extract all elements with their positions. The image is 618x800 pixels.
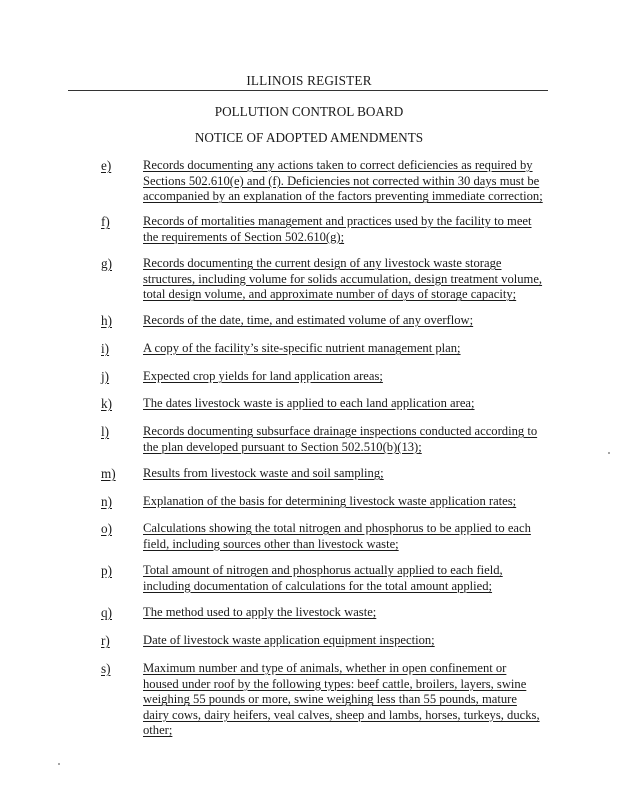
- item-label: j): [101, 369, 110, 384]
- item-text: Expected crop yields for land application areas;: [143, 369, 383, 383]
- scan-artifact: [608, 452, 610, 454]
- board-title: POLLUTION CONTROL BOARD: [214, 104, 404, 119]
- item-text: Total amount of nitrogen and phosphorus actually applied to each field, including documentation of calculations for the total amount applied;: [143, 563, 503, 593]
- item-text: Records of the date, time, and estimated volume of any overflow;: [143, 313, 474, 327]
- item-label: p): [101, 563, 112, 578]
- item-label: h): [101, 313, 112, 328]
- header-divider: [68, 90, 548, 91]
- item-label: e): [101, 158, 112, 173]
- item-label: l): [101, 424, 110, 439]
- item-label: g): [101, 256, 112, 271]
- item-text: Records documenting the current design of any livestock waste storage structures, including volume for solids accumulation, design treatment volume, total design volume, and approximate number of days of storage capacity;: [143, 256, 543, 302]
- item-label: n): [101, 494, 112, 509]
- item-text: Records documenting subsurface drainage inspections conducted according to the plan developed pursuant to Section 502.510(b)(13);: [143, 424, 538, 454]
- item-text: Date of livestock waste application equipment inspection;: [143, 633, 435, 647]
- item-text: Calculations showing the total nitrogen and phosphorus to be applied to each field, including sources other than livestock waste;: [143, 521, 531, 551]
- item-label: k): [101, 396, 112, 411]
- item-text: Results from livestock waste and soil sampling;: [143, 466, 384, 480]
- item-label: f): [101, 214, 110, 229]
- item-label: r): [101, 633, 110, 648]
- item-text: Records of mortalities management and practices used by the facility to meet the requirements of Section 502.610(g);: [143, 214, 532, 244]
- item-label: m): [101, 466, 116, 481]
- notice-title: NOTICE OF ADOPTED AMENDMENTS: [194, 130, 424, 145]
- scan-artifact: [58, 763, 60, 765]
- item-text: The method used to apply the livestock waste;: [143, 605, 377, 619]
- item-text: The dates livestock waste is applied to each land application area;: [143, 396, 475, 410]
- item-text: Explanation of the basis for determining livestock waste application rates;: [143, 494, 517, 508]
- item-text: Records documenting any actions taken to correct deficiencies as required by Sections 502.610(e) and (f). Deficiencies not corrected within 30 days must be accompanied by an explanation of the factors preventing immediate correction;: [143, 158, 543, 204]
- register-title: ILLINOIS REGISTER: [246, 73, 372, 88]
- item-label: o): [101, 521, 112, 536]
- item-label: s): [101, 661, 111, 676]
- item-label: i): [101, 341, 110, 356]
- item-text: A copy of the facility’s site-specific nutrient management plan;: [143, 341, 461, 355]
- item-label: q): [101, 605, 112, 620]
- item-text: Maximum number and type of animals, whether in open confinement or housed under roof by the following types: beef cattle, broilers, layers, swine weighing 55 pounds or more, swine weighing less than 55 pounds, mature dairy cows, dairy heifers, veal calves, sheep and lambs, horses, turkeys, ducks, other;: [143, 661, 540, 738]
